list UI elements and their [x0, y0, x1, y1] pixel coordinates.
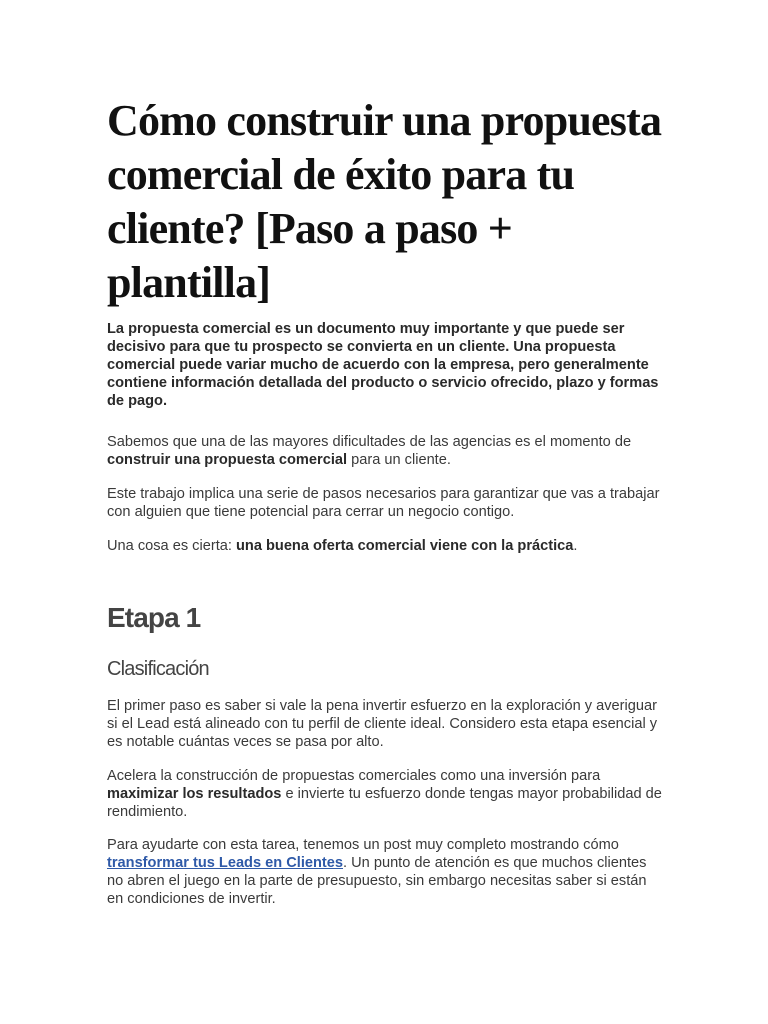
bold-phrase: maximizar los resultados: [107, 786, 282, 802]
paragraph-text: Una cosa es cierta:: [107, 538, 236, 554]
paragraph-classification: El primer paso es saber si vale la pena invertir esfuerzo en la exploración y averiguar si el Lead está alineado con tu perfil de cliente ideal. Considero esta etapa esencial y es notable cuántas veces se pasa por alto.: [107, 698, 658, 750]
leads-to-clients-link[interactable]: transformar tus Leads en Clientes: [107, 855, 344, 871]
paragraph-text: . Un punto de atención es que muchos clientes no abren el juego en la parte de presupuesto, sin embargo necesitas saber si están en condiciones de invertir.: [107, 855, 647, 907]
paragraph-text: para un cliente.: [347, 452, 451, 468]
bold-phrase: una buena oferta comercial viene con la práctica: [235, 538, 574, 554]
paragraph-practice: [107, 537, 663, 555]
paragraph-leads: [107, 836, 663, 908]
paragraph-difficulties: [107, 433, 663, 469]
paragraph-text: Acelera la construcción de propuestas comerciales como una inversión para: [107, 768, 601, 784]
paragraph-text: e invierte tu esfuerzo donde tengas mayor probabilidad de rendimiento.: [107, 786, 662, 820]
article-title: Cómo construir una propuesta comercial de éxito para tu cliente? [Paso a paso + plantilla]: [107, 96, 662, 307]
article-intro: La propuesta comercial es un documento muy importante y que puede ser decisivo para que tu prospecto se convierta en un cliente. Una propuesta comercial puede variar mucho de acuerdo con la empresa, pero generalmente contiene información detallada del producto o servicio ofrecido, plazo y formas de pago.: [107, 321, 659, 409]
paragraph-investment: [107, 767, 663, 821]
paragraph-text: Sabemos que una de las mayores dificultades de las agencias es el momento de: [107, 434, 632, 450]
paragraph-steps: Este trabajo implica una serie de pasos necesarios para garantizar que vas a trabajar con alguien que tiene potencial para cerrar un negocio contigo.: [107, 486, 660, 520]
paragraph-text: .: [573, 538, 578, 554]
bold-phrase: construir una propuesta comercial: [107, 452, 348, 468]
stage-subheading: Clasificación: [107, 658, 209, 680]
stage-heading: Etapa 1: [107, 602, 201, 633]
paragraph-text: Para ayudarte con esta tarea, tenemos un post muy completo mostrando cómo: [107, 837, 619, 853]
